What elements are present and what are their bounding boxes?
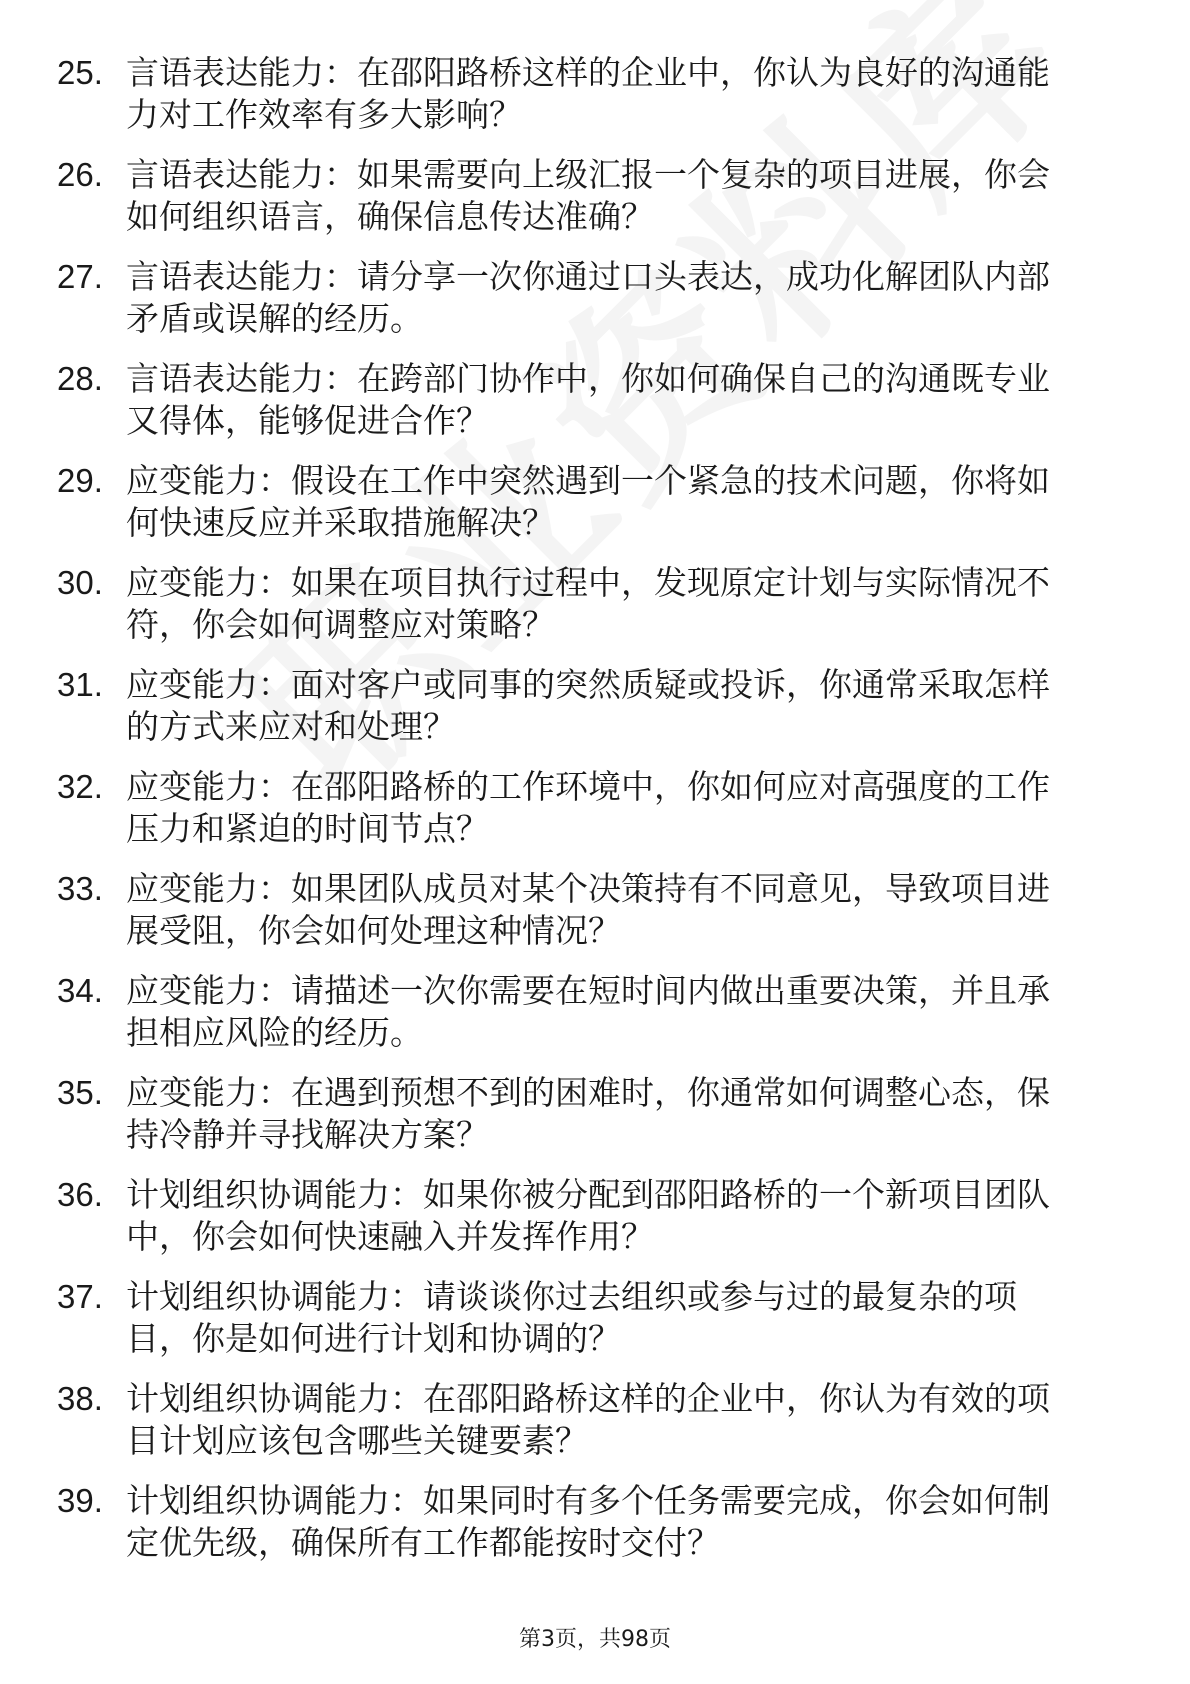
question-item — [0, 664, 1190, 748]
question-text-line1: 计划组织协调能力：如果你被分配到邵阳路桥的一个新项目团队 — [126, 1175, 1050, 1214]
question-text-line2: 又得体，能够促进合作？ — [126, 401, 489, 440]
question-text-line1: 言语表达能力：在邵阳路桥这样的企业中，你认为良好的沟通能 — [126, 53, 1050, 92]
question-number: 29. — [57, 462, 103, 499]
question-number: 31. — [57, 666, 103, 703]
question-text-line1: 计划组织协调能力：在邵阳路桥这样的企业中，你认为有效的项 — [126, 1379, 1050, 1418]
question-text-line2: 何快速反应并采取措施解决？ — [126, 503, 555, 542]
question-list — [0, 52, 1190, 1582]
question-item — [0, 766, 1190, 850]
question-number: 33. — [57, 870, 103, 907]
question-text-line2: 的方式来应对和处理？ — [126, 707, 456, 746]
question-number: 27. — [57, 258, 103, 295]
question-text-line1: 应变能力：如果在项目执行过程中，发现原定计划与实际情况不 — [126, 563, 1050, 602]
question-text-line1: 应变能力：如果团队成员对某个决策持有不同意见，导致项目进 — [126, 869, 1050, 908]
question-item — [0, 460, 1190, 544]
question-item — [0, 358, 1190, 442]
question-text-line1: 应变能力：请描述一次你需要在短时间内做出重要决策，并且承 — [126, 971, 1050, 1010]
question-number: 26. — [57, 156, 103, 193]
question-number: 35. — [57, 1074, 103, 1111]
question-item — [0, 562, 1190, 646]
question-text-line2: 力对工作效率有多大影响？ — [126, 95, 522, 134]
question-text-line2: 如何组织语言，确保信息传达准确？ — [126, 197, 654, 236]
question-item — [0, 1378, 1190, 1462]
question-item — [0, 1072, 1190, 1156]
question-text-line1: 应变能力：在遇到预想不到的困难时，你通常如何调整心态，保 — [126, 1073, 1050, 1112]
question-number: 28. — [57, 360, 103, 397]
question-item — [0, 1480, 1190, 1564]
question-item — [0, 868, 1190, 952]
question-text-line1: 应变能力：假设在工作中突然遇到一个紧急的技术问题，你将如 — [126, 461, 1050, 500]
question-item — [0, 970, 1190, 1054]
question-number: 34. — [57, 972, 103, 1009]
question-text-line2: 矛盾或误解的经历。 — [126, 299, 423, 338]
question-number: 36. — [57, 1176, 103, 1213]
question-item — [0, 1174, 1190, 1258]
question-text-line2: 目，你是如何进行计划和协调的？ — [126, 1319, 621, 1358]
question-text-line1: 计划组织协调能力：请谈谈你过去组织或参与过的最复杂的项 — [126, 1277, 1017, 1316]
question-text-line2: 目计划应该包含哪些关键要素？ — [126, 1421, 588, 1460]
question-text-line2: 压力和紧迫的时间节点？ — [126, 809, 489, 848]
question-text-line1: 应变能力：在邵阳路桥的工作环境中，你如何应对高强度的工作 — [126, 767, 1050, 806]
question-item — [0, 52, 1190, 136]
question-text-line2: 中，你会如何快速融入并发挥作用？ — [126, 1217, 654, 1256]
question-text-line2: 定优先级，确保所有工作都能按时交付？ — [126, 1523, 720, 1562]
page-number-footer: 第3页，共98页 — [519, 1627, 671, 1652]
question-text-line2: 持冷静并寻找解决方案？ — [126, 1115, 489, 1154]
question-text-line1: 计划组织协调能力：如果同时有多个任务需要完成，你会如何制 — [126, 1481, 1050, 1520]
question-text-line1: 应变能力：面对客户或同事的突然质疑或投诉，你通常采取怎样 — [126, 665, 1050, 704]
question-item — [0, 154, 1190, 238]
question-number: 37. — [57, 1278, 103, 1315]
question-text-line2: 符，你会如何调整应对策略？ — [126, 605, 555, 644]
question-text-line2: 担相应风险的经历。 — [126, 1013, 423, 1052]
question-text-line2: 展受阻，你会如何处理这种情况？ — [126, 911, 621, 950]
question-number: 38. — [57, 1380, 103, 1417]
question-item — [0, 256, 1190, 340]
question-item — [0, 1276, 1190, 1360]
question-number: 39. — [57, 1482, 103, 1519]
question-text-line1: 言语表达能力：在跨部门协作中，你如何确保自己的沟通既专业 — [126, 359, 1050, 398]
question-text-line1: 言语表达能力：如果需要向上级汇报一个复杂的项目进展，你会 — [126, 155, 1050, 194]
question-text-line1: 言语表达能力：请分享一次你通过口头表达，成功化解团队内部 — [126, 257, 1050, 296]
question-number: 25. — [57, 54, 103, 91]
question-number: 30. — [57, 564, 103, 601]
question-number: 32. — [57, 768, 103, 805]
